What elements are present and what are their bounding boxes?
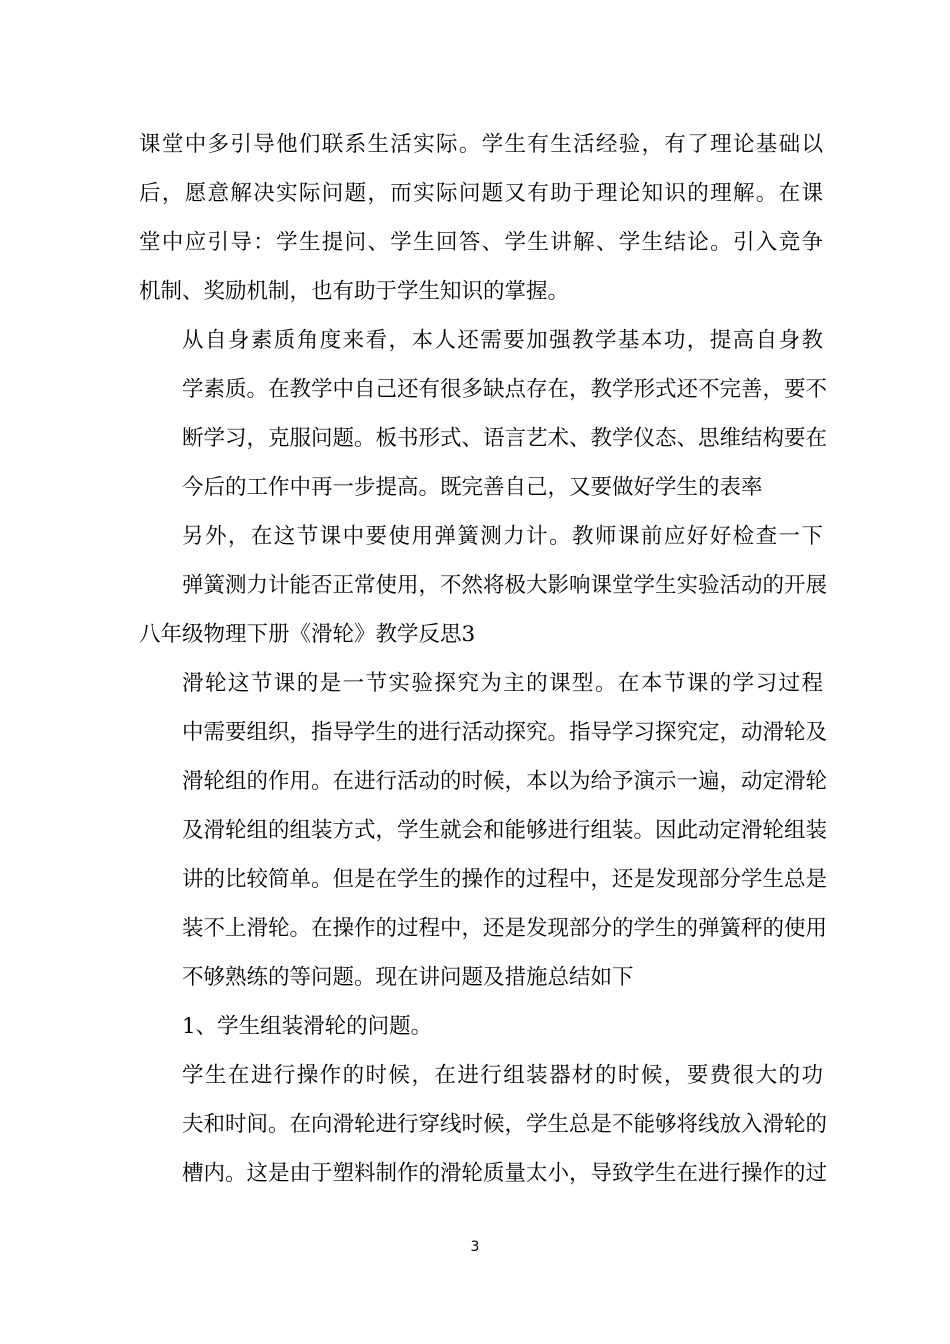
paragraph-5 — [139, 1051, 828, 1198]
text-line: 课堂中多引导他们联系生活实际。学生有生活经验，有了理论基础以 — [139, 132, 823, 157]
paragraph-2 — [139, 316, 828, 512]
page-number: 3 — [470, 1239, 480, 1255]
text-line: 另外，在这节课中要使用弹簧测力计。教师课前应好好检查一下 — [182, 524, 823, 549]
text-line: 夫和时间。在向滑轮进行穿线时候，学生总是不能够将线放入滑轮的 — [182, 1112, 828, 1137]
text-line: 槽内。这是由于塑料制作的滑轮质量太小，导致学生在进行操作的过 — [182, 1161, 828, 1186]
heading-line: 八年级物理下册《滑轮》教学反思3 — [139, 622, 476, 647]
text-line: 堂中应引导：学生提问、学生回答、学生讲解、学生结论。引入竞争 — [139, 230, 823, 255]
text-line: 讲的比较简单。但是在学生的操作的过程中，还是发现部分学生总是 — [182, 867, 828, 892]
text-line: 从自身素质角度来看，本人还需要加强教学基本功，提高自身教 — [182, 328, 823, 353]
list-item — [139, 1002, 823, 1051]
text-line: 学生在进行操作的时候，在进行组装器材的时候，要费很大的功 — [182, 1063, 823, 1088]
section-heading — [139, 610, 823, 659]
paragraph-1 — [139, 120, 823, 316]
text-line: 及滑轮组的组装方式，学生就会和能够进行组装。因此动定滑轮组装 — [182, 818, 828, 843]
text-line: 今后的工作中再一步提高。既完善自己，又要做好学生的表率 — [182, 475, 763, 500]
paragraph-3 — [139, 512, 828, 610]
text-line: 滑轮组的作用。在进行活动的时候，本以为给予演示一遍，动定滑轮 — [182, 769, 828, 794]
text-line: 滑轮这节课的是一节实验探究为主的课型。在本节课的学习过程 — [182, 671, 823, 696]
text-line: 后，愿意解决实际问题，而实际问题又有助于理论知识的理解。在课 — [139, 181, 823, 206]
text-line: 中需要组织，指导学生的进行活动探究。指导学习探究定，动滑轮及 — [182, 720, 828, 745]
text-line: 学素质。在教学中自己还有很多缺点存在，教学形式还不完善，要不 — [182, 377, 828, 402]
text-line: 装不上滑轮。在操作的过程中，还是发现部分的学生的弹簧秤的使用 — [182, 916, 828, 941]
text-line: 不够熟练的等问题。现在讲问题及措施总结如下 — [182, 965, 634, 990]
text-line: 断学习，克服问题。板书形式、语言艺术、教学仪态、思维结构要在 — [182, 426, 828, 451]
text-line: 1、学生组装滑轮的问题。 — [182, 1014, 433, 1039]
paragraph-4 — [139, 659, 828, 1002]
text-line: 机制、奖励机制，也有助于学生知识的掌握。 — [139, 279, 570, 304]
text-line: 弹簧测力计能否正常使用，不然将极大影响课堂学生实验活动的开展 — [182, 573, 828, 598]
document-body — [139, 120, 828, 1198]
